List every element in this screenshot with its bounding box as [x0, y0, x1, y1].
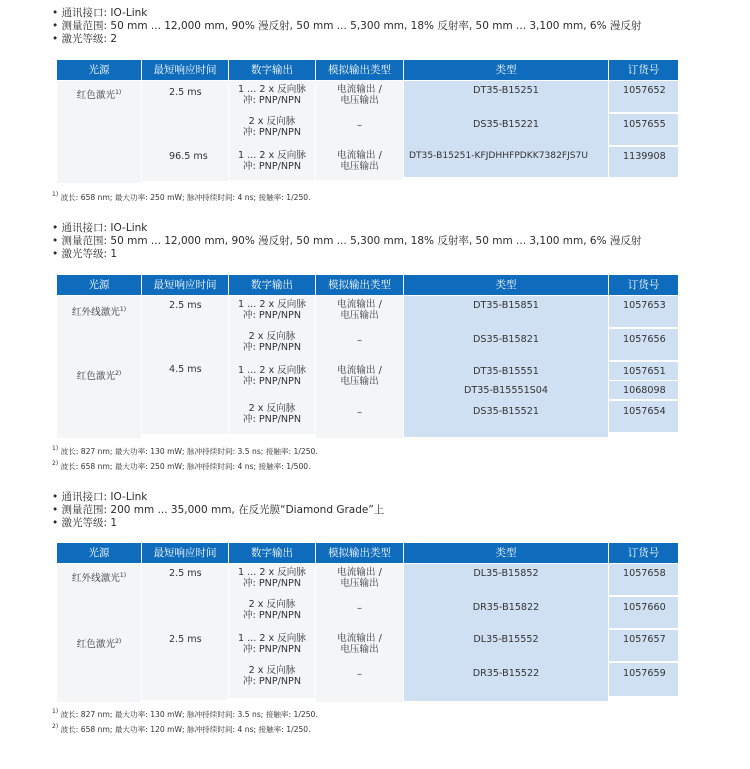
response-time-cell [142, 296, 228, 364]
bullet-laser-class: • 激光等级: 2 [52, 33, 641, 46]
footnote-mark: 2) [52, 460, 59, 467]
type-cell: DS35-B15521 [404, 401, 608, 437]
footnote-ref: 1) [119, 572, 127, 579]
light-source-cell [57, 630, 141, 702]
digital-output-cell [229, 564, 315, 598]
response-time-value: 4.5 ms [169, 364, 202, 375]
header-type: 类型 [404, 275, 608, 295]
response-time-value: 2.5 ms [169, 634, 202, 645]
analog-output-line: 电压输出 [340, 644, 379, 655]
bullet-range: • 测量范围: 50 mm ... 12,000 mm, 90% 漫反射, 50 mm ... 5,300 mm, 18% 反射率, 50 mm ... 3,100 mm, 6% 漫反射 [52, 235, 641, 248]
analog-output-cell: – [316, 114, 403, 151]
order-no-cell: 1057652 [609, 81, 678, 112]
light-source-label: 红色激光 [76, 90, 116, 101]
header-analog-output: 模拟输出类型 [316, 275, 403, 295]
bullet-interface: • 通讯接口: IO-Link [52, 222, 641, 235]
footnote-ref: 2) [115, 638, 122, 645]
header-light-source: 光源 [57, 543, 141, 563]
order-no-cell: 1057656 [609, 329, 678, 360]
bullet-interface: • 通讯接口: IO-Link [52, 491, 384, 504]
bullet-range: • 测量范围: 50 mm ... 12,000 mm, 90% 漫反射, 50 mm ... 5,300 mm, 18% 反射率, 50 mm ... 3,100 mm, 6% 漫反射 [52, 20, 641, 33]
digital-output-cell [229, 81, 315, 115]
header-response-time: 最短响应时间 [142, 60, 228, 80]
response-time-cell [142, 147, 228, 181]
analog-output-cell [316, 630, 403, 664]
light-source-label: 红外线激光 [71, 307, 120, 318]
footnote [52, 458, 311, 473]
footnote-mark: 2) [52, 723, 59, 730]
order-no-cell: 1057657 [609, 630, 678, 661]
response-time-cell [142, 362, 228, 434]
order-no-cell: 1057658 [609, 564, 678, 595]
analog-output-line: 电压输出 [340, 376, 379, 387]
footnote-text: 波长: 827 nm; 最大功率: 130 mW; 脉冲持续时间: 3.5 ns; 接触率: 1/250. [60, 710, 318, 719]
light-source-cell [57, 296, 141, 368]
footnote [52, 443, 318, 458]
light-source-label: 红外线激光 [71, 573, 120, 584]
analog-output-cell [316, 564, 403, 598]
footnote-text: 波长: 658 nm; 最大功率: 120 mW; 脉冲持续时间: 4 ns; 接触率: 1/250. [60, 725, 311, 734]
response-time-value: 2.5 ms [169, 87, 202, 98]
analog-output-line: 电压输出 [340, 95, 379, 106]
product-table [57, 60, 678, 177]
digital-output-line: 2 x 反向脉 [248, 331, 296, 342]
digital-output-line: 1 ... 2 x 反向脉 [237, 84, 306, 95]
order-no-cell: 1068098 [609, 381, 678, 399]
response-time-value: 2.5 ms [169, 300, 202, 311]
digital-output-line: 2 x 反向脉 [248, 599, 296, 610]
type-cell: DT35-B15851 [404, 296, 608, 331]
bullet-laser-class: • 激光等级: 1 [52, 517, 384, 530]
header-digital-output: 数字输出 [229, 275, 315, 295]
analog-output-cell: – [316, 597, 403, 634]
product-table [57, 543, 678, 696]
analog-output-cell [316, 362, 403, 402]
spec-bullets [52, 7, 641, 46]
order-no-cell: 1057651 [609, 362, 678, 380]
type-cell: DT35-B15251-KFJDHHFPDKK7382FJS7U [404, 147, 608, 177]
digital-output-line: 1 ... 2 x 反向脉 [237, 567, 306, 578]
light-source-label: 红色激光 [76, 371, 116, 382]
analog-output-line: 电压输出 [340, 310, 379, 321]
spec-bullets [52, 491, 384, 530]
analog-output-line: 电流输出 / [337, 84, 382, 95]
analog-output-line: 电压输出 [340, 578, 379, 589]
analog-output-cell [316, 81, 403, 115]
bullet-laser-class: • 激光等级: 1 [52, 248, 641, 261]
digital-output-cell [229, 597, 315, 630]
analog-output-line: 电流输出 / [337, 633, 382, 644]
bullet-interface: • 通讯接口: IO-Link [52, 7, 641, 20]
response-time-cell [142, 564, 228, 632]
footnote-ref: 1) [115, 89, 122, 96]
header-digital-output: 数字输出 [229, 60, 315, 80]
analog-output-cell: – [316, 329, 403, 366]
digital-output-line: 冲: PNP/NPN [243, 414, 301, 425]
footnote [52, 189, 311, 204]
analog-output-cell: – [316, 401, 403, 438]
header-order-no: 订货号 [609, 543, 678, 563]
header-light-source: 光源 [57, 275, 141, 295]
digital-output-line: 1 ... 2 x 反向脉 [237, 299, 306, 310]
response-time-value: 96.5 ms [169, 151, 208, 162]
header-analog-output: 模拟输出类型 [316, 60, 403, 80]
analog-output-line: 电流输出 / [337, 150, 382, 161]
response-time-cell [142, 81, 228, 151]
header-order-no: 订货号 [609, 60, 678, 80]
type-cell: DL35-B15552 [404, 630, 608, 665]
digital-output-line: 2 x 反向脉 [248, 665, 296, 676]
digital-output-line: 冲: PNP/NPN [243, 342, 301, 353]
response-time-value: 2.5 ms [169, 568, 202, 579]
analog-output-line: 电流输出 / [337, 567, 382, 578]
product-table [57, 275, 678, 432]
spec-bullets [52, 222, 641, 261]
header-light-source: 光源 [57, 60, 141, 80]
footnote-mark: 1) [52, 708, 59, 715]
digital-output-cell [229, 114, 315, 147]
header-order-no: 订货号 [609, 275, 678, 295]
footnote-ref: 2) [115, 370, 122, 377]
digital-output-line: 冲: PNP/NPN [243, 376, 301, 387]
order-no-cell: 1057653 [609, 296, 678, 327]
footnote-text: 波长: 827 nm; 最大功率: 130 mW; 脉冲持续时间: 3.5 ns; 接触率: 1/250. [60, 447, 318, 456]
header-type: 类型 [404, 60, 608, 80]
type-cell: DL35-B15852 [404, 564, 608, 599]
digital-output-cell [229, 329, 315, 362]
analog-output-cell [316, 147, 403, 180]
type-cell: DR35-B15822 [404, 597, 608, 633]
digital-output-line: 2 x 反向脉 [248, 116, 296, 127]
digital-output-line: 2 x 反向脉 [248, 403, 296, 414]
header-analog-output: 模拟输出类型 [316, 543, 403, 563]
analog-output-line: 电压输出 [340, 161, 379, 172]
type-cell: DT35-B15551 [404, 362, 608, 384]
digital-output-line: 冲: PNP/NPN [243, 161, 301, 172]
header-type: 类型 [404, 543, 608, 563]
type-cell: DS35-B15221 [404, 114, 608, 150]
order-no-cell: 1057659 [609, 663, 678, 696]
analog-output-line: 电流输出 / [337, 299, 382, 310]
digital-output-line: 冲: PNP/NPN [243, 310, 301, 321]
digital-output-line: 1 ... 2 x 反向脉 [237, 365, 306, 376]
digital-output-cell [229, 663, 315, 698]
footnote-mark: 1) [52, 191, 59, 198]
footnote-text: 波长: 658 nm; 最大功率: 250 mW; 脉冲持续时间: 4 ns; 接触率: 1/500. [60, 462, 311, 471]
header-response-time: 最短响应时间 [142, 275, 228, 295]
light-source-cell [57, 81, 141, 183]
order-no-cell: 1139908 [609, 147, 678, 177]
digital-output-line: 冲: PNP/NPN [243, 610, 301, 621]
type-cell: DS35-B15821 [404, 329, 608, 365]
footnote [52, 706, 318, 721]
footnote-text: 波长: 658 nm; 最大功率: 250 mW; 脉冲持续时间: 4 ns; 接触率: 1/250. [60, 193, 311, 202]
type-cell: DT35-B15551S04 [404, 381, 608, 403]
digital-output-line: 1 ... 2 x 反向脉 [237, 633, 306, 644]
type-cell: DT35-B15251 [404, 81, 608, 116]
digital-output-cell [229, 630, 315, 664]
header-digital-output: 数字输出 [229, 543, 315, 563]
analog-output-cell: – [316, 663, 403, 702]
footnote-ref: 1) [119, 306, 127, 313]
light-source-label: 红色激光 [76, 639, 116, 650]
digital-output-line: 冲: PNP/NPN [243, 644, 301, 655]
digital-output-line: 冲: PNP/NPN [243, 127, 301, 138]
digital-output-line: 冲: PNP/NPN [243, 95, 301, 106]
light-source-cell [57, 564, 141, 634]
response-time-cell [142, 630, 228, 700]
digital-output-cell [229, 296, 315, 330]
order-no-cell: 1057660 [609, 597, 678, 628]
footnote-mark: 1) [52, 445, 59, 452]
analog-output-cell [316, 296, 403, 330]
bullet-range: • 测量范围: 200 mm ... 35,000 mm, 在反光膜“Diamond Grade”上 [52, 504, 384, 517]
digital-output-line: 冲: PNP/NPN [243, 578, 301, 589]
light-source-cell [57, 362, 141, 438]
analog-output-line: 电流输出 / [337, 365, 382, 376]
footnote [52, 721, 311, 736]
order-no-cell: 1057655 [609, 114, 678, 145]
type-cell: DR35-B15522 [404, 663, 608, 701]
digital-output-cell [229, 147, 315, 180]
digital-output-cell [229, 401, 315, 434]
order-no-cell: 1057654 [609, 401, 678, 432]
header-response-time: 最短响应时间 [142, 543, 228, 563]
digital-output-line: 冲: PNP/NPN [243, 676, 301, 687]
digital-output-line: 1 ... 2 x 反向脉 [237, 150, 306, 161]
digital-output-cell [229, 362, 315, 402]
